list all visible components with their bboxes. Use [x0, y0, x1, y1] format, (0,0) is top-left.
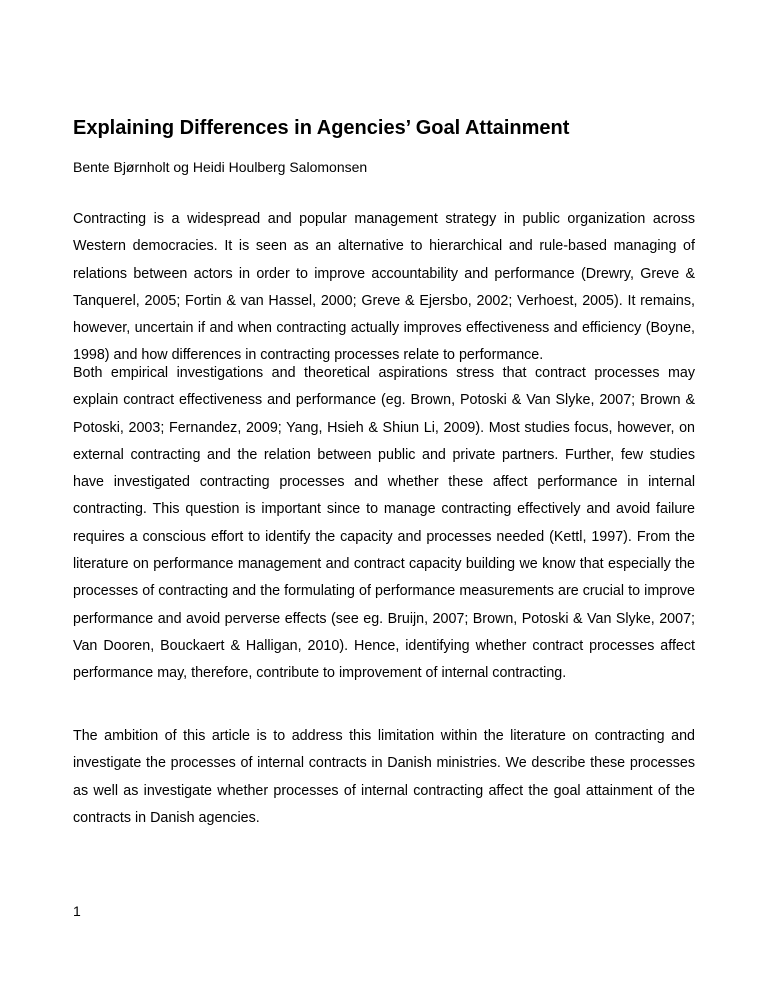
body-paragraph: The ambition of this article is to address this limitation within the literature on contracting and investigate the processes of internal contracts in Danish ministries. We describe these processes as well as investigate whether processes of internal contracting affect the goal attainment of the contracts in Danish agencies.	[73, 728, 695, 826]
body-paragraph: Contracting is a widespread and popular management strategy in public organization across Western democracies. It is seen as an alternative to hierarchical and rule-based managing of relations between actors in order to improve accountability and performance (Drewry, Greve & Tanquerel, 2005; Fortin & van Hassel, 2000; Greve & Ejersbo, 2002; Verhoest, 2005). It remains, however, uncertain if and when contracting actually improves effectiveness and efficiency (Boyne, 1998) and how differences in contracting processes relate to performance.	[73, 211, 695, 364]
author-line: Bente Bjørnholt og Heidi Houlberg Salomonsen	[73, 159, 368, 175]
document-title: Explaining Differences in Agencies’ Goal Attainment	[73, 117, 570, 139]
page-number: 1	[73, 903, 81, 919]
body-paragraph: Both empirical investigations and theoretical aspirations stress that contract processes may explain contract effectiveness and performance (eg. Brown, Potoski & Van Slyke, 2007; Brown & Potoski, 2003; Fernandez, 2009; Yang, Hsieh & Shiun Li, 2009). Most studies focus, however, on external contracting and the relation between public and private partners. Further, few studies have investigated contracting processes and whether these affect performance in internal contracting. This question is important since to manage contracting effectively and avoid failure requires a conscious effort to identify the capacity and processes needed (Kettl, 1997). From the literature on performance management and contract capacity building we know that especially the processes of contracting and the formulating of performance measurements are crucial to improve performance and avoid perverse effects (see eg. Bruijn, 2007; Brown, Potoski & Van Slyke, 2007; Van Dooren, Bouckaert & Halligan, 2010). Hence, identifying whether contract processes affect performance may, therefore, contribute to improvement of internal contracting.	[73, 365, 695, 682]
